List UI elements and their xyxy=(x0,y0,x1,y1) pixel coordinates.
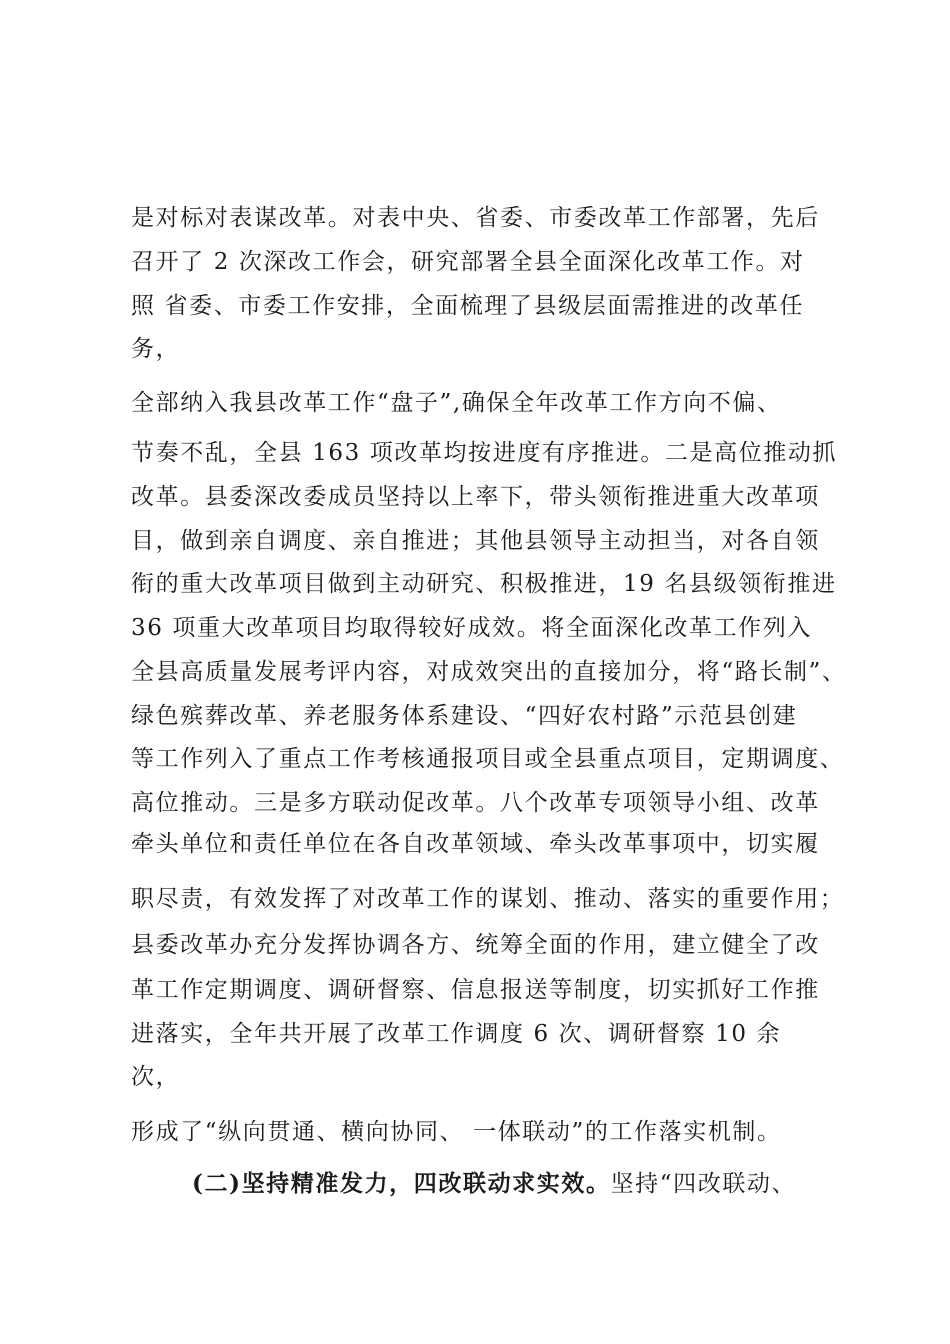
text-line-3: 照 省委、市委工作安排，全面梳理了县级层面需推进的改革任 xyxy=(131,293,805,319)
text-line-9: 衔的重大改革项目做到主动研究、积极推进，19 名县级领衔推进 xyxy=(131,571,837,597)
text-line-10: 36 项重大改革项目均取得较好成效。将全面深化改革工作列入 xyxy=(131,615,812,641)
text-line-5: 全部纳入我县改革工作“盘子”,确保全年改革工作方向不偏、 xyxy=(131,390,782,416)
text-line-12: 绿色殡葬改革、养老服务体系建设、“四好农村路”示范县创建 xyxy=(131,703,798,729)
text-line-19: 进落实，全年共开展了改革工作调度 6 次、调研督察 10 余 xyxy=(131,1021,782,1047)
text-line-13: 等工作列入了重点工作考核通报项目或全县重点项目，定期调度、 xyxy=(131,746,845,772)
text-line-4: 务， xyxy=(131,336,181,362)
text-line-21: 形成了“纵向贯通、横向协同、 一体联动”的工作落实机制。 xyxy=(131,1119,782,1145)
section-heading-rest: 坚持“四改联动、 xyxy=(610,1171,797,1197)
section-heading-line xyxy=(192,1169,796,1199)
text-line-17: 县委改革办充分发挥协调各方、统筹全面的作用，建立健全了改 xyxy=(131,932,820,958)
text-line-18: 革工作定期调度、调研督察、信息报送等制度，切实抓好工作推 xyxy=(131,977,820,1003)
text-line-20: 次， xyxy=(131,1064,181,1090)
text-line-8: 目，做到亲自调度、亲自推进；其他县领导主动担当，对各自领 xyxy=(131,528,820,554)
text-line-2: 召开了 2 次深改工作会，研究部署全县全面深化改革工作。对 xyxy=(131,249,805,275)
section-heading-bold: (二)坚持精准发力，四改联动求实效。 xyxy=(192,1170,611,1197)
text-line-6: 节奏不乱，全县 163 项改革均按进度有序推进。二是高位推动抓 xyxy=(131,440,838,466)
text-line-14: 高位推动。三是多方联动促改革。八个改革专项领导小组、改革 xyxy=(131,790,820,816)
text-line-7: 改革。县委深改委成员坚持以上率下，带头领衔推进重大改革项 xyxy=(131,484,820,510)
text-line-1: 是对标对表谋改革。对表中央、省委、市委改革工作部署，先后 xyxy=(131,205,820,231)
text-line-16: 职尽责，有效发挥了对改革工作的谋划、推动、落实的重要作用； xyxy=(131,886,845,912)
text-line-15: 牵头单位和责任单位在各自改革领域、牵头改革事项中，切实履 xyxy=(131,831,820,857)
text-line-11: 全县高质量发展考评内容，对成效突出的直接加分，将“路长制”、 xyxy=(131,659,847,685)
